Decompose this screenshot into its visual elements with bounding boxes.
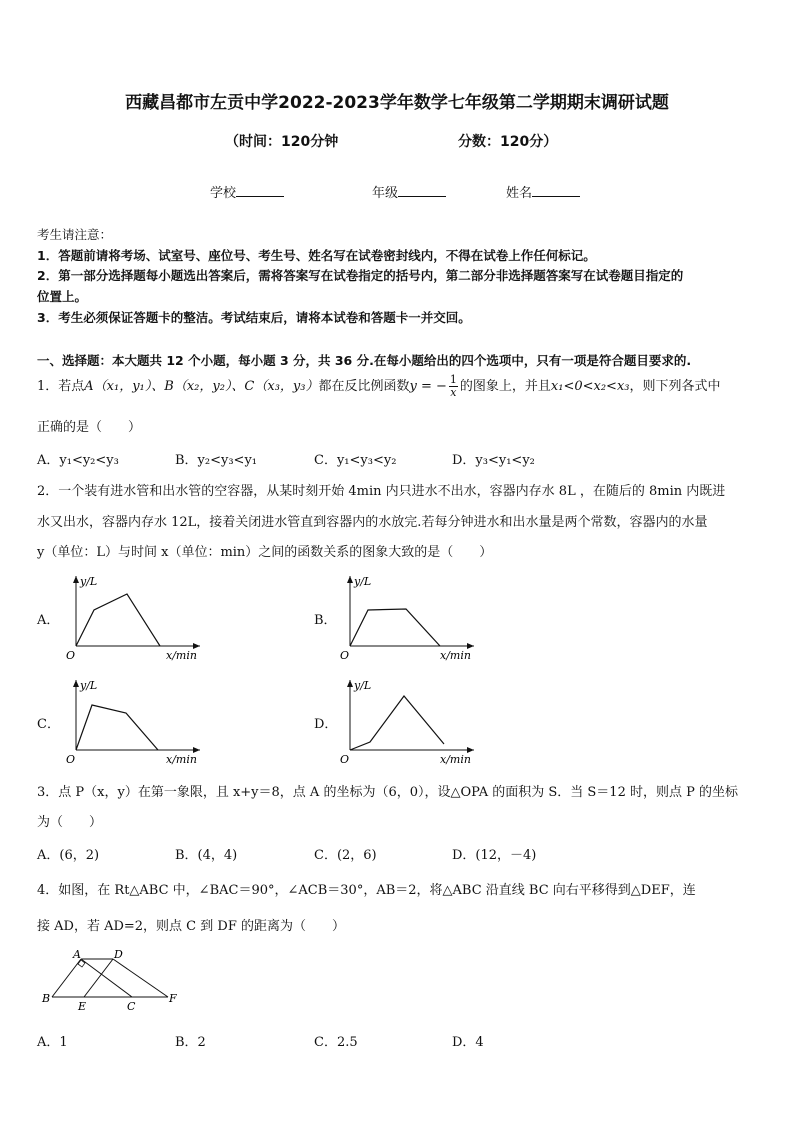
y-axis-label: y/L xyxy=(80,575,98,588)
grade-field[interactable] xyxy=(372,182,446,201)
y-axis-label: y/L xyxy=(354,679,372,692)
grade-label: 年级 xyxy=(372,186,399,201)
notice-item: 3．考生必须保证答题卡的整洁。考试结束后，请将本试卷和答题卡一并交回。 xyxy=(37,310,471,325)
notice-item: 位置上。 xyxy=(37,289,88,304)
y-axis-label: y/L xyxy=(354,575,372,588)
section-heading: 一、选择题：本大题共 12 个小题，每小题 3 分，共 36 分.在每小题给出的四个选项中，只有一项是符合题目要求的. xyxy=(37,353,692,368)
q1-condition: x₁<0<x₂<x₃ xyxy=(550,379,630,394)
q2-graph-c xyxy=(62,676,207,768)
exam-score: 分数：120分） xyxy=(458,134,558,150)
q1-fraction: $\frac{1}{x}$ xyxy=(449,373,457,399)
x-axis-label: x/min xyxy=(440,753,471,766)
x-axis-label: x/min xyxy=(166,753,197,766)
q4-option-a[interactable]: A．1 xyxy=(37,1035,68,1050)
q2-option-a[interactable]: A． xyxy=(37,613,60,628)
point-f: F xyxy=(169,992,177,1005)
y-axis-label: y/L xyxy=(80,679,98,692)
q3-line2: 为（ ） xyxy=(37,815,103,830)
school-field[interactable] xyxy=(210,182,284,201)
q1-option-a[interactable]: A．y₁<y₂<y₃ xyxy=(37,453,119,468)
q2-line2: 水又出水，容器内存水 12L，接着关闭进水管直到容器内的水放完.若每分钟进水和出水量是两个常数，容器内的水量 xyxy=(37,515,708,530)
q1-option-b[interactable]: B．y₂<y₃<y₁ xyxy=(175,453,258,468)
q4-option-d[interactable]: D．4 xyxy=(452,1035,484,1050)
origin-label: O xyxy=(66,649,76,662)
q2-graph-a xyxy=(62,572,207,664)
q1-option-d[interactable]: D．y₃<y₁<y₂ xyxy=(452,453,535,468)
x-axis-label: x/min xyxy=(440,649,471,662)
q3-option-a[interactable]: A．(6，2) xyxy=(37,848,100,863)
q2-option-d[interactable]: D． xyxy=(314,717,338,732)
name-field[interactable] xyxy=(506,182,580,201)
q4-option-c[interactable]: C．2.5 xyxy=(314,1035,358,1050)
school-label: 学校 xyxy=(210,186,237,201)
x-axis-label: x/min xyxy=(166,649,197,662)
name-label: 姓名 xyxy=(506,186,533,201)
point-b: B xyxy=(42,992,51,1005)
point-e: E xyxy=(78,1000,87,1013)
q2-graph-d xyxy=(336,676,481,768)
point-a: A xyxy=(73,948,81,961)
q3-option-d[interactable]: D．(12，－4) xyxy=(452,848,537,863)
q2-line1: 2．一个装有进水管和出水管的空容器，从某时刻开始 4min 内只进水不出水，容器内存水 8L ，在随后的 8min 内既进 xyxy=(37,484,726,499)
q1-option-c[interactable]: C．y₁<y₃<y₂ xyxy=(314,453,397,468)
q1-line1: 1．若点A（x₁，y₁）、B（x₂，y₂）、C（x₃，y₃）都在反比例函数y = − $\frac{1}{x}$ 的图象上，并且x₁<0<x₂<x₃，则下列各式中 xyxy=(37,373,721,399)
point-c: C xyxy=(127,1000,136,1013)
q1-points: A（x₁，y₁）、B（x₂，y₂）、C（x₃，y₃） xyxy=(84,379,319,394)
origin-label: O xyxy=(340,753,350,766)
q4-option-b[interactable]: B．2 xyxy=(175,1035,206,1050)
q2-graph-b xyxy=(336,572,481,664)
q4-line2: 接 AD，若 AD=2，则点 C 到 DF 的距离为（ ） xyxy=(37,919,345,934)
q3-line1: 3．点 P（x，y）在第一象限，且 x+y＝8，点 A 的坐标为（6，0），设△OPA 的面积为 S．当 S＝12 时，则点 P 的坐标 xyxy=(37,785,738,800)
page-title: 西藏昌都市左贡中学2022-2023学年数学七年级第二学期期末调研试题 xyxy=(125,93,669,113)
q3-option-c[interactable]: C．(2，6) xyxy=(314,848,377,863)
origin-label: O xyxy=(340,649,350,662)
q2-option-c[interactable]: C． xyxy=(37,717,60,732)
notice-heading: 考生请注意： xyxy=(37,227,113,242)
q2-option-b[interactable]: B． xyxy=(314,613,337,628)
q3-option-b[interactable]: B．(4，4) xyxy=(175,848,238,863)
notice-item: 1．答题前请将考场、试室号、座位号、考生号、姓名写在试卷密封线内，不得在试卷上作任何标记。 xyxy=(37,248,596,263)
point-d: D xyxy=(114,948,123,961)
q4-figure xyxy=(40,948,190,1016)
q2-line3: y（单位：L）与时间 x（单位：min）之间的函数关系的图象大致的是（ ） xyxy=(37,545,493,560)
notice-item: 2．第一部分选择题每小题选出答案后，需将答案写在试卷指定的括号内，第二部分非选择题答案写在试卷题目指定的 xyxy=(37,268,684,283)
q4-line1: 4．如图，在 Rt△ABC 中，∠BAC＝90°，∠ACB＝30°，AB＝2，将△ABC 沿直线 BC 向右平移得到△DEF，连 xyxy=(37,883,696,898)
q1-line2: 正确的是（ ） xyxy=(37,420,142,435)
origin-label: O xyxy=(66,753,76,766)
exam-time: （时间：120分钟 xyxy=(225,134,339,150)
